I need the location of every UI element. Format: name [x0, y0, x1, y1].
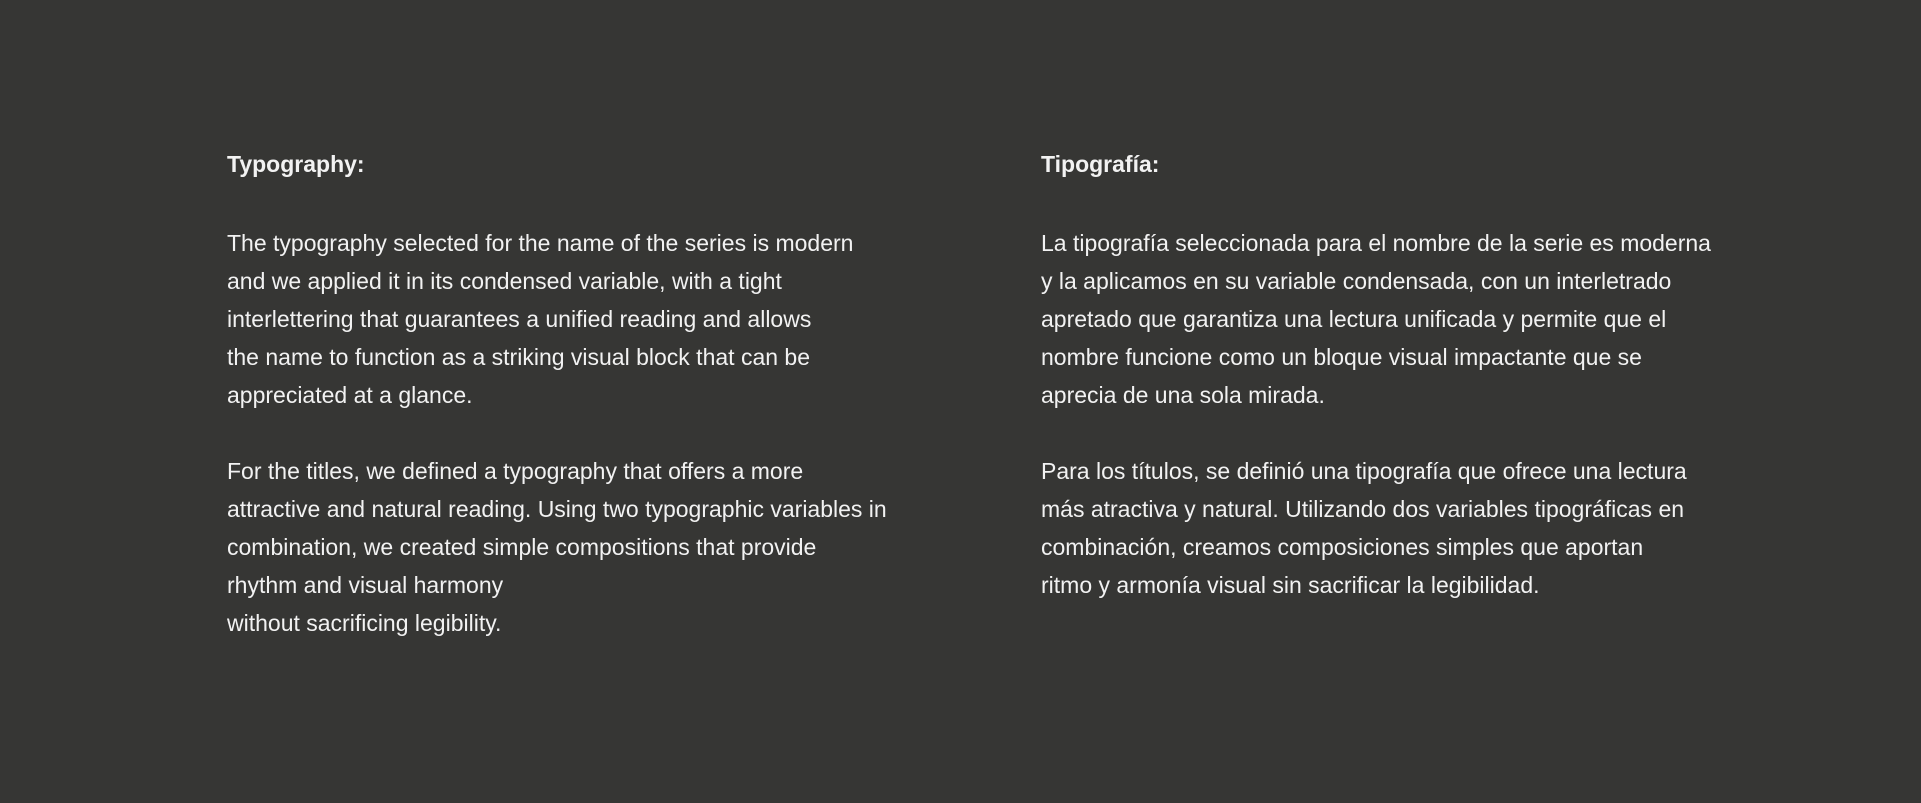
spanish-paragraph-1 — [1041, 224, 1841, 414]
text-line: apretado que garantiza una lectura unificada y permite que el — [1041, 306, 1667, 332]
text-line: La tipografía seleccionada para el nombre de la serie es moderna — [1041, 230, 1711, 256]
text-line: nombre funcione como un bloque visual impactante que se — [1041, 344, 1642, 370]
text-line: without sacrificing legibility. — [227, 610, 502, 636]
text-line: appreciated at a glance. — [227, 382, 473, 408]
text-line: the name to function as a striking visual block that can be — [227, 344, 810, 370]
english-paragraph-1 — [227, 224, 987, 414]
text-line: interlettering that guarantees a unified reading and allows — [227, 306, 812, 332]
text-line: The typography selected for the name of the series is modern — [227, 230, 854, 256]
text-line: aprecia de una sola mirada. — [1041, 382, 1325, 408]
text-line: combinación, creamos composiciones simples que aportan — [1041, 534, 1644, 560]
english-heading: Typography: — [227, 151, 365, 177]
spanish-paragraph-2 — [1041, 452, 1841, 604]
text-line: attractive and natural reading. Using two typographic variables in — [227, 496, 887, 522]
spanish-column — [1041, 148, 1841, 642]
text-line: rhythm and visual harmony — [227, 572, 504, 598]
text-line: For the titles, we defined a typography that offers a more — [227, 458, 804, 484]
text-line: Para los títulos, se definió una tipografía que ofrece una lectura — [1041, 458, 1687, 484]
english-paragraph-2 — [227, 452, 987, 642]
text-line: combination, we created simple compositions that provide — [227, 534, 817, 560]
text-line: ritmo y armonía visual sin sacrificar la legibilidad. — [1041, 572, 1540, 598]
text-line: más atractiva y natural. Utilizando dos variables tipográficas en — [1041, 496, 1685, 522]
text-line: y la aplicamos en su variable condensada, con un interletrado — [1041, 268, 1672, 294]
text-line: and we applied it in its condensed variable, with a tight — [227, 268, 782, 294]
english-column — [227, 148, 987, 680]
spanish-heading: Tipografía: — [1041, 151, 1160, 177]
